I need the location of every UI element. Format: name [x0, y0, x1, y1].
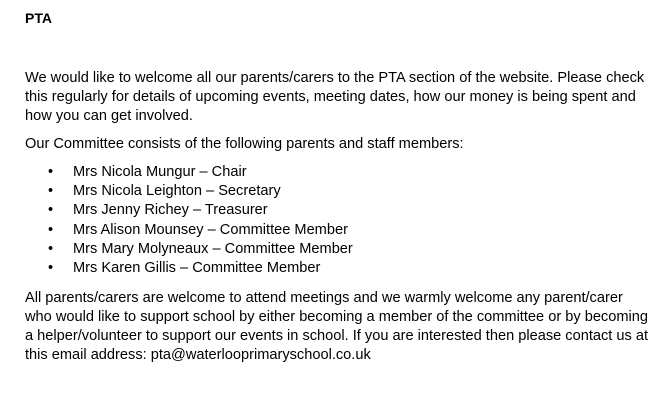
committee-member: Mrs Mary Molyneaux – Committee Member: [73, 240, 353, 257]
committee-member: Mrs Nicola Mungur – Chair: [73, 164, 247, 180]
bullet-icon: •: [48, 164, 54, 180]
committee-intro-paragraph: Our Committee consists of the following parents and staff members:: [25, 136, 464, 152]
list-item: [25, 240, 353, 259]
committee-member: Mrs Nicola Leighton – Secretary: [73, 183, 281, 200]
intro-paragraph: We would like to welcome all our parents/carers to the PTA section of the website. Please check this regularly for details of upcoming events, meeting dates, how our money is being spent and how you can get involved.: [25, 70, 645, 124]
bullet-icon: •: [48, 240, 54, 257]
list-item: [25, 163, 353, 182]
committee-member: Mrs Alison Mounsey – Committee Member: [73, 221, 348, 238]
page-title: PTA: [25, 10, 52, 26]
bullet-icon: •: [48, 202, 54, 219]
committee-member: Mrs Jenny Richey – Treasurer: [73, 202, 268, 219]
closing-paragraph: All parents/carers are welcome to attend meetings and we warmly welcome any parent/carer who would like to support school by either becoming a member of the committee or by becoming a helper/volunteer to support our events in school. If you are interested then please contact us at this email address: pta@waterlooprimaryschool.co.uk: [25, 290, 649, 363]
committee-member-list: [25, 163, 353, 278]
bullet-icon: •: [48, 183, 54, 200]
list-item: [25, 221, 353, 240]
committee-member: Mrs Karen Gillis – Committee Member: [73, 260, 321, 277]
list-item: [25, 201, 353, 220]
list-item: [25, 182, 353, 201]
bullet-icon: •: [48, 260, 54, 277]
list-item: [25, 259, 353, 278]
bullet-icon: •: [48, 221, 54, 238]
